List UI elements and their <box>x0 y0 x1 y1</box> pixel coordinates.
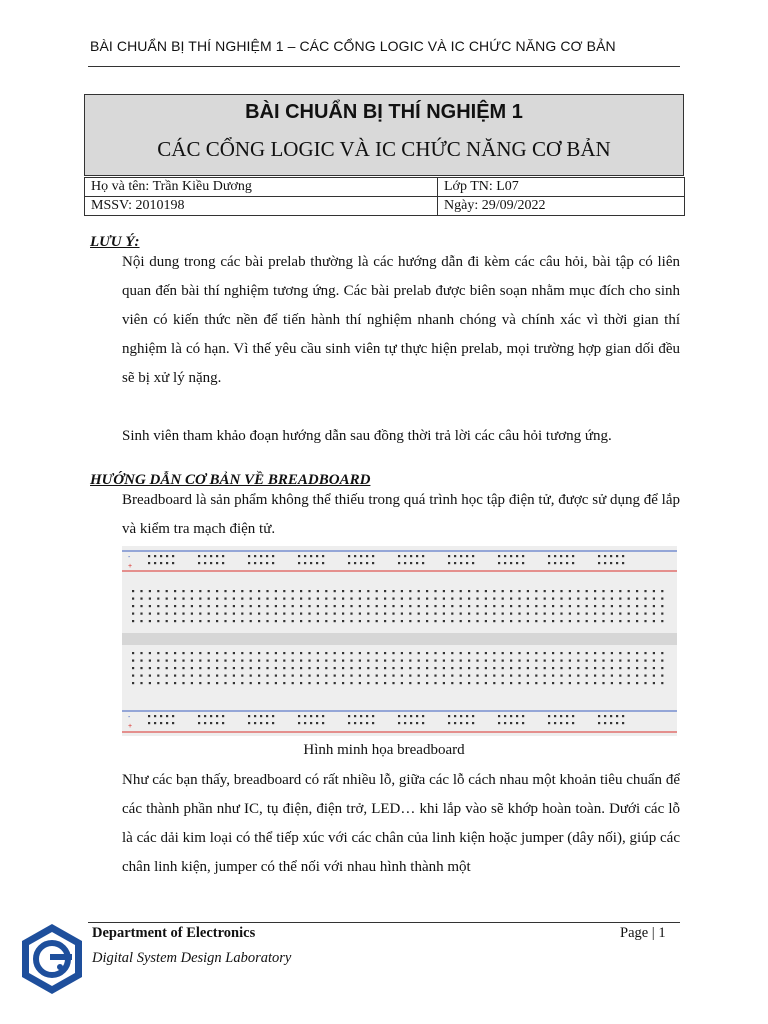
department-logo-icon <box>20 922 84 996</box>
breadboard-heading: HƯỚNG DẪN CƠ BẢN VỀ BREADBOARD <box>90 472 371 488</box>
title-line-1: BÀI CHUẨN BỊ THÍ NGHIỆM 1 <box>245 101 523 123</box>
note-paragraph-1: Nội dung trong các bài prelab thường là các hướng dẫn đi kèm các câu hỏi, bài tập có liên quan đến bài thí nghiệm tương ứng. Các bài prelab được biên soạn nhằm mục đích cho sinh viên có kiến thức nền để tiến hành thí nghiệm nhanh chóng và chính xác vì thời gian thí nghiệm là có hạn. Vì thế yêu cầu sinh viên tự thực hiện prelab, mọi trường hợp gian dối đều sẽ bị xử lý nặng. <box>122 254 680 386</box>
svg-text:+: + <box>128 723 133 730</box>
student-id: MSSV: 2010198 <box>85 197 438 216</box>
header-divider <box>88 66 680 67</box>
running-header: BÀI CHUẨN BỊ THÍ NGHIỆM 1 – CÁC CỔNG LOGIC VÀ IC CHỨC NĂNG CƠ BẢN <box>90 38 616 54</box>
note-paragraph-2: Sinh viên tham khảo đoạn hướng dẫn sau đồng thời trả lời các câu hỏi tương ứng. <box>122 428 612 444</box>
footer-lab: Digital System Design Laboratory <box>92 950 292 966</box>
student-info-table <box>84 177 685 216</box>
student-class: Lớp TN: L07 <box>438 178 685 197</box>
title-line-2: CÁC CỔNG LOGIC VÀ IC CHỨC NĂNG CƠ BẢN <box>157 137 611 161</box>
breadboard-illustration <box>122 546 677 736</box>
student-name: Họ và tên: Trần Kiều Dương <box>85 178 438 197</box>
title-box <box>84 94 684 176</box>
note-heading: LƯU Ý: <box>90 234 140 250</box>
footer-divider <box>88 922 680 923</box>
svg-text:-: - <box>128 554 131 561</box>
footer-department: Department of Electronics <box>92 925 256 941</box>
breadboard-intro: Breadboard là sản phẩm không thể thiếu trong quá trình học tập điện tử, được sử dụng để lắp và kiểm tra mạch điện tử. <box>122 492 680 537</box>
breadboard-body: Như các bạn thấy, breadboard có rất nhiều lỗ, giữa các lỗ cách nhau một khoản tiêu chuẩn để các thành phần như IC, tụ điện, điện trở, LED… khi lắp vào sẽ khớp hoàn toàn. Dưới các lỗ là các dải kim loại có thể tiếp xúc với các chân của linh kiện hoặc jumper (dây nối), giúp các chân linh kiện, jumper có thể nối với nhau hình thành một <box>122 772 680 875</box>
svg-text:+: + <box>128 563 133 570</box>
figure-caption: Hình minh họa breadboard <box>303 742 465 758</box>
page-number: Page | 1 <box>620 925 666 941</box>
svg-text:-: - <box>128 714 131 721</box>
report-date: Ngày: 29/09/2022 <box>438 197 685 216</box>
